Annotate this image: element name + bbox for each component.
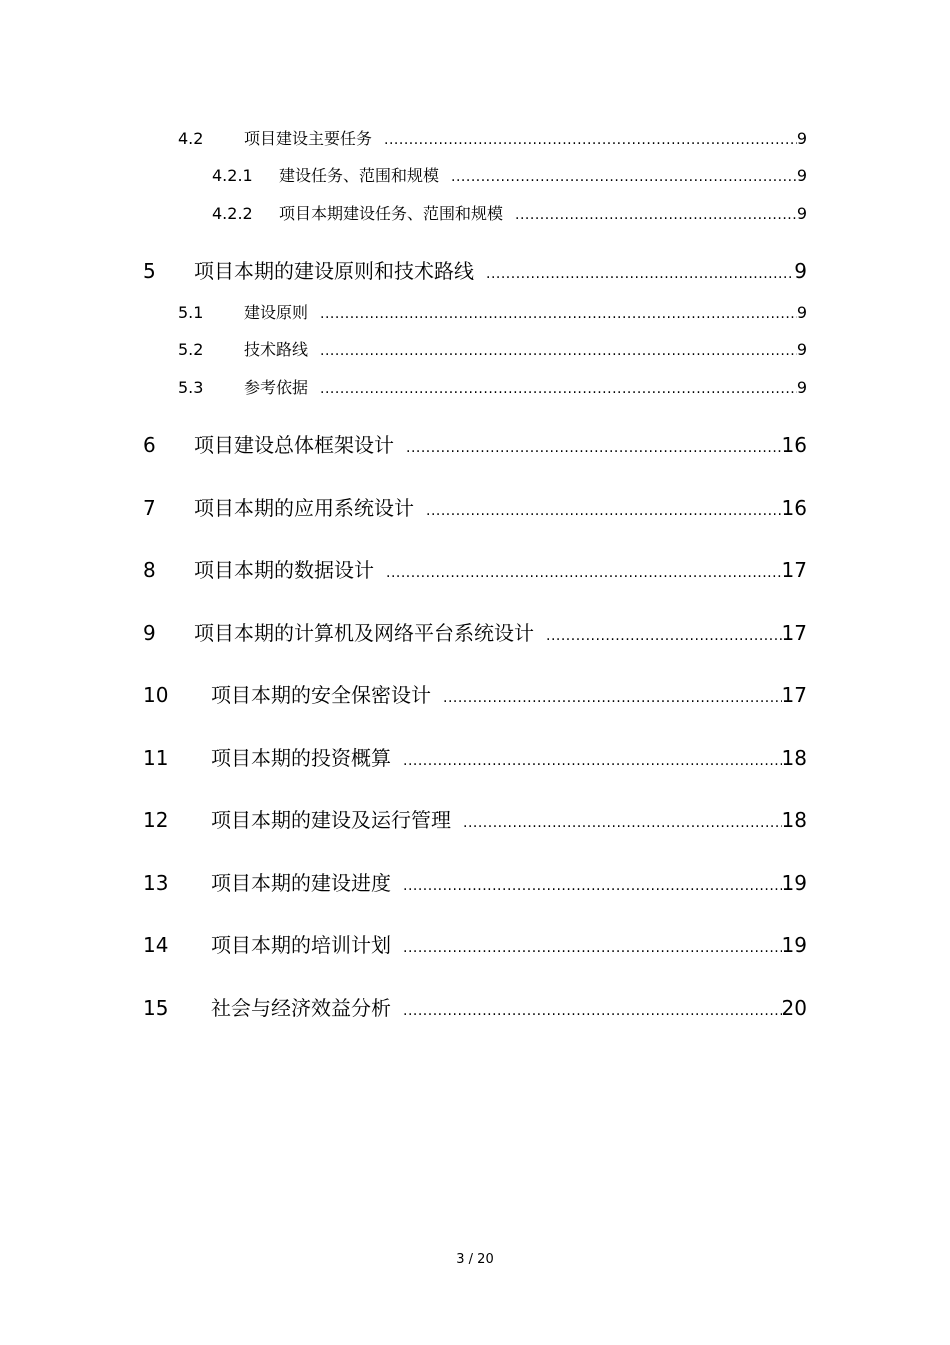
toc-entry[interactable] [178, 337, 807, 360]
dot-leader [403, 941, 782, 955]
toc-entry[interactable] [143, 867, 807, 896]
dot-leader [426, 504, 782, 518]
toc-entry[interactable] [178, 300, 807, 323]
toc-page-number: 9 [796, 129, 807, 148]
toc-title: 技术路线 [244, 340, 309, 359]
toc-title: 项目本期的培训计划 [211, 933, 391, 957]
toc-entry[interactable] [143, 804, 807, 833]
toc-entry[interactable] [143, 992, 807, 1021]
toc-number: 10 [143, 683, 169, 707]
toc-number: 5.3 [178, 378, 204, 397]
toc-page-number: 17 [781, 683, 807, 707]
toc-page-number: 19 [781, 871, 807, 895]
toc-page-number: 17 [781, 558, 807, 582]
dot-leader [320, 307, 797, 321]
toc-title: 项目本期的建设原则和技术路线 [194, 259, 474, 283]
dot-leader [443, 691, 782, 705]
toc-number: 4.2.2 [212, 204, 253, 223]
toc-page-number: 18 [781, 808, 807, 832]
dot-leader [546, 629, 782, 643]
dot-leader [320, 344, 797, 358]
toc-title: 项目本期的计算机及网络平台系统设计 [194, 621, 534, 645]
toc-entry[interactable] [143, 679, 807, 708]
toc-title: 社会与经济效益分析 [211, 996, 391, 1020]
toc-entry[interactable] [212, 201, 807, 224]
toc-number: 5.1 [178, 303, 204, 322]
dot-leader [384, 133, 797, 147]
toc-title: 项目本期的投资概算 [211, 746, 391, 770]
toc-page-number: 9 [796, 166, 807, 185]
toc-title: 建设原则 [244, 303, 309, 322]
dot-leader [403, 1004, 782, 1018]
dot-leader [515, 208, 797, 222]
toc-number: 15 [143, 996, 169, 1020]
toc-title: 项目建设主要任务 [244, 129, 373, 148]
toc-title: 项目本期建设任务、范围和规模 [279, 204, 504, 223]
toc-title: 建设任务、范围和规模 [279, 166, 440, 185]
toc-title: 项目本期的建设及运行管理 [211, 808, 451, 832]
toc-page-number: 17 [781, 621, 807, 645]
toc-entry[interactable] [143, 617, 807, 646]
toc-number: 12 [143, 808, 169, 832]
toc-number: 7 [143, 496, 156, 520]
toc-entry[interactable] [178, 126, 807, 149]
toc-entry[interactable] [143, 492, 807, 521]
toc-entry[interactable] [143, 429, 807, 458]
toc-page-number: 9 [796, 303, 807, 322]
toc-entry[interactable] [212, 163, 807, 186]
dot-leader [403, 879, 782, 893]
toc-number: 13 [143, 871, 169, 895]
toc-number: 4.2.1 [212, 166, 253, 185]
toc-title: 项目建设总体框架设计 [194, 433, 394, 457]
toc-page-number: 16 [781, 496, 807, 520]
toc-title: 项目本期的应用系统设计 [194, 496, 414, 520]
toc-number: 6 [143, 433, 156, 457]
dot-leader [386, 566, 782, 580]
toc-page-number: 16 [781, 433, 807, 457]
toc-number: 5 [143, 259, 156, 283]
toc-page-number: 19 [781, 933, 807, 957]
toc-page-number: 9 [796, 204, 807, 223]
toc-entry[interactable] [143, 554, 807, 583]
toc-entry[interactable] [143, 929, 807, 958]
dot-leader [403, 754, 782, 768]
toc-number: 5.2 [178, 340, 204, 359]
page-indicator: 3 / 20 [456, 1252, 494, 1267]
toc-page-number: 20 [781, 996, 807, 1020]
toc-entry[interactable] [178, 375, 807, 398]
dot-leader [486, 267, 794, 281]
toc-entry[interactable] [143, 255, 807, 284]
toc-number: 9 [143, 621, 156, 645]
toc-number: 8 [143, 558, 156, 582]
toc-title: 项目本期的建设进度 [211, 871, 391, 895]
dot-leader [406, 441, 782, 455]
toc-number: 4.2 [178, 129, 204, 148]
toc-number: 11 [143, 746, 169, 770]
toc-title: 项目本期的数据设计 [194, 558, 374, 582]
toc-entry[interactable] [143, 742, 807, 771]
toc-title: 参考依据 [244, 378, 309, 397]
dot-leader [463, 816, 782, 830]
dot-leader [320, 382, 797, 396]
dot-leader [451, 170, 797, 184]
toc-page-number: 9 [796, 340, 807, 359]
toc-number: 14 [143, 933, 169, 957]
toc-title: 项目本期的安全保密设计 [211, 683, 431, 707]
toc-page-number: 9 [794, 259, 807, 283]
toc-page-number: 18 [781, 746, 807, 770]
toc-page-number: 9 [796, 378, 807, 397]
